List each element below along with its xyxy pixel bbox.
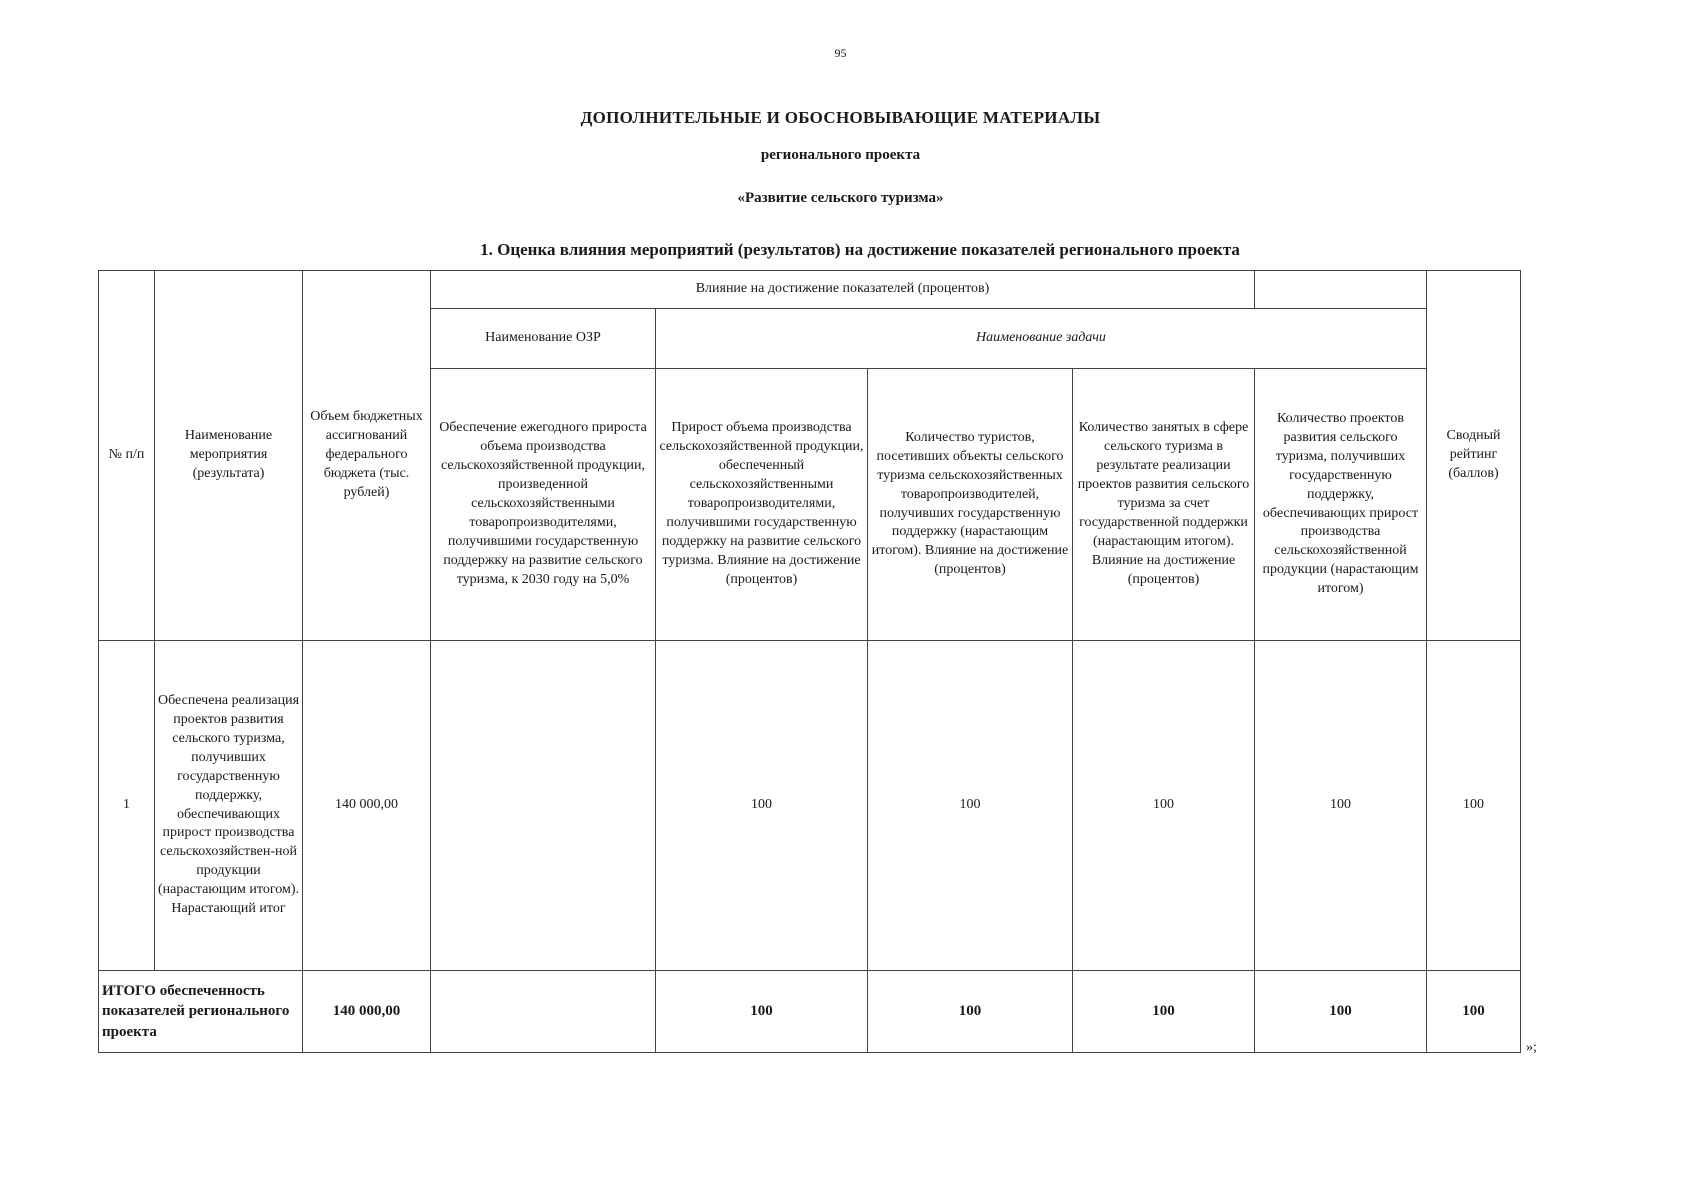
document-subtitle: регионального проекта [760,147,921,163]
table-row [99,641,1521,971]
header-empty-cell [1255,271,1427,309]
row-name: Обеспечена реализация проектов развития сельского туризма, получивших государственную поддержку, обеспечивающих прирост производства сельскохозяйствен-ной продукции (нарастающим итогом). Нарастающий итог [155,641,303,971]
header-col-ozr: Обеспечение ежегодного прироста объема производства сельскохозяйственной продукции, произведенной сельскохозяйственными товаропроизводителями, получившими государственную поддержку на развитие сельского туризма, к 2030 году на 5,0% [431,369,656,641]
header-influence-group: Влияние на достижение показателей (процентов) [431,271,1255,309]
row-rating: 100 [1427,641,1521,971]
total-label: ИТОГО обеспеченность показателей регионального проекта [99,971,303,1053]
row-task4: 100 [1255,641,1427,971]
total-ozr [431,971,656,1053]
header-rating: Сводный рейтинг (баллов) [1427,271,1521,641]
header-row-1 [99,271,1521,309]
total-task1: 100 [656,971,868,1053]
header-col-task4: Количество проектов развития сельского туризма, получивших государственную поддержку, обеспечивающих прирост производства сельскохозяйственной продукции (нарастающим итогом) [1255,369,1427,641]
header-budget: Объем бюджетных ассигнований федерального бюджета (тыс. рублей) [303,271,431,641]
header-ozr-group: Наименование ОЗР [431,309,656,369]
project-name: «Развитие сельского туризма» [737,190,944,206]
closing-mark: »; [1526,1040,1537,1055]
total-task4: 100 [1255,971,1427,1053]
row-budget: 140 000,00 [303,641,431,971]
total-row [99,971,1521,1053]
header-num: № п/п [99,271,155,641]
total-task3: 100 [1073,971,1255,1053]
influence-table [98,270,1521,1053]
section-title: 1. Оценка влияния мероприятий (результатов) на достижение показателей регионального проекта [480,240,1240,259]
header-col-task2: Количество туристов, посетивших объекты сельского туризма сельскохозяйственных товаропроизводителей, получивших государственную поддержку (нарастающим итогом). Влияние на достижение (процентов) [868,369,1073,641]
total-rating: 100 [1427,971,1521,1053]
header-name: Наименование мероприятия (результата) [155,271,303,641]
total-task2: 100 [868,971,1073,1053]
row-ozr [431,641,656,971]
row-task2: 100 [868,641,1073,971]
header-col-task3: Количество занятых в сфере сельского туризма в результате реализации проектов развития сельского туризма за счет государственной поддержки (нарастающим итогом). Влияние на достижение (процентов) [1073,369,1255,641]
total-budget: 140 000,00 [303,971,431,1053]
row-task1: 100 [656,641,868,971]
document-title: ДОПОЛНИТЕЛЬНЫЕ И ОБОСНОВЫВАЮЩИЕ МАТЕРИАЛЫ [580,108,1101,127]
header-task-group: Наименование задачи [656,309,1427,369]
row-num: 1 [99,641,155,971]
header-col-task1: Прирост объема производства сельскохозяйственной продукции, обеспеченный сельскохозяйственными товаропроизводителями, получившими государственную поддержку на развитие сельского туризма. Влияние на достижение (процентов) [656,369,868,641]
row-task3: 100 [1073,641,1255,971]
page-number: 95 [834,46,847,60]
